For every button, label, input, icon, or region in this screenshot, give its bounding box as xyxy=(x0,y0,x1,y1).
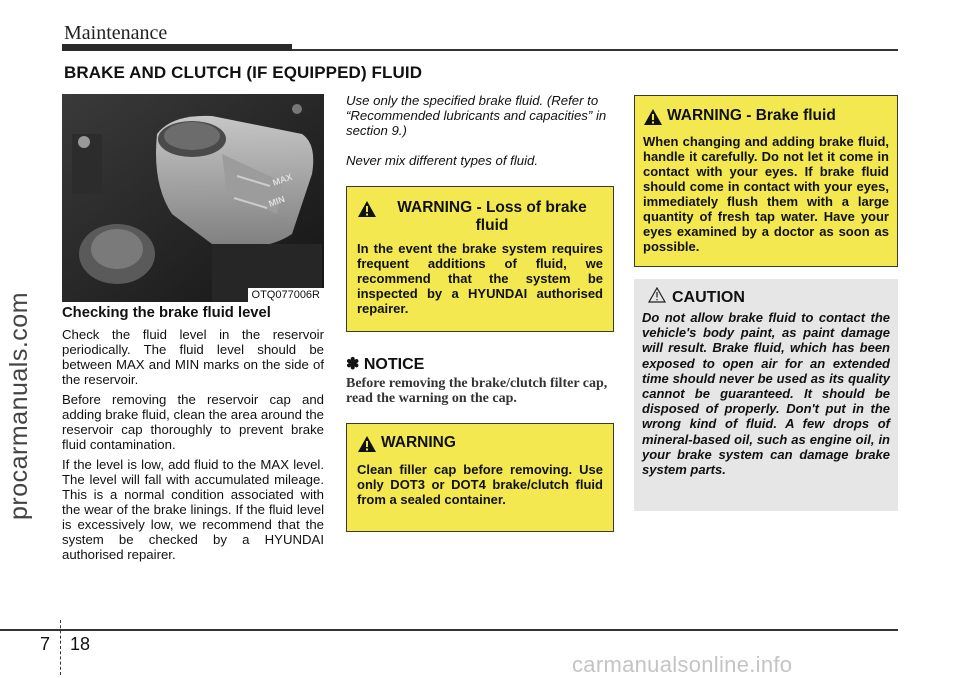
header-title: Maintenance xyxy=(64,22,168,44)
caution-title xyxy=(642,287,890,308)
caution-body: Do not allow brake fluid to contact the vehicle's body paint, as paint damage will result. Brake fluid, which has been exposed to open air for an extended time should never be used as its quality cannot be guaranteed. It should be disposed of properly. Don't put in the wrong kind of fluid. A few drops of mineral-based oil, such as engine oil, in your brake system can damage brake system parts. xyxy=(642,310,890,478)
caution-triangle-icon xyxy=(648,287,666,308)
warning-label: WARNING - xyxy=(667,107,756,124)
paragraph: If the level is low, add fluid to the MAX level. The level will fall with accumulated mileage. This is a normal condition associated with the wear of the brake linings. If the fluid level is excessively low, we recommend that the system be checked by a HYUNDAI authorised repairer. xyxy=(62,457,324,562)
reservoir-illustration xyxy=(62,94,324,302)
caution-label: CAUTION xyxy=(672,288,745,306)
footer-divider xyxy=(60,620,61,675)
warning-title xyxy=(357,434,603,458)
notice-title xyxy=(346,354,424,374)
warning-label: WARNING xyxy=(381,434,456,451)
paragraph: Never mix different types of fluid. xyxy=(346,153,539,168)
warning-filler-cap xyxy=(346,423,614,532)
min-mark: MIN xyxy=(267,193,287,209)
warning-subject: Brake fluid xyxy=(755,107,836,124)
reservoir-photo xyxy=(62,94,324,302)
warning-loss-of-fluid xyxy=(346,186,614,332)
fluid-spec-intro xyxy=(346,93,614,183)
paragraph: Before removing the reservoir cap and adding brake fluid, clean the area around the reservoir cap thoroughly to prevent brake fluid contamination. xyxy=(62,392,324,452)
max-mark: MAX xyxy=(271,171,294,188)
section-number: 7 xyxy=(40,634,51,654)
warning-body: In the event the brake system requires frequent additions of fluid, we recommend that the system be inspected by a HYUNDAI authorised repairer. xyxy=(357,241,603,316)
warning-triangle-icon xyxy=(643,108,663,131)
notice-label: NOTICE xyxy=(363,356,425,373)
header-bar xyxy=(62,44,292,51)
warning-triangle-icon xyxy=(357,200,377,223)
footer-rule xyxy=(0,629,898,631)
warning-body: Clean filler cap before removing. Use only DOT3 or DOT4 brake/clutch fluid from a sealed container. xyxy=(357,462,603,507)
warning-title xyxy=(357,199,603,235)
fluid-level-section xyxy=(62,306,324,567)
warning-brake-fluid xyxy=(634,95,898,267)
warning-triangle-icon xyxy=(357,435,377,458)
notice-icon: ✽ xyxy=(346,356,360,373)
notice-body: Before removing the brake/clutch filter cap, read the warning on the cap. xyxy=(346,376,608,406)
photo-code: OTQ077006R xyxy=(248,288,324,302)
footer-watermark: carmanualsonline.info xyxy=(572,652,793,677)
warning-label: WARNING - xyxy=(397,199,486,216)
header-rule xyxy=(292,49,898,51)
warning-subject: Loss of brake fluid xyxy=(475,199,587,234)
caution-box xyxy=(634,279,898,511)
side-watermark: procarmanuals.com xyxy=(5,291,33,520)
paragraph: Check the fluid level in the reservoir periodically. The fluid level should be between MAX and MIN marks on the side of the reservoir. xyxy=(62,327,324,387)
warning-body: When changing and adding brake fluid, handle it carefully. Do not let it come in contact with your eyes. If brake fluid should come in contact with your eyes, immediately flush them with a large quantity of fresh tap water. Have your eyes examined by a doctor as soon as possible. xyxy=(643,134,889,254)
paragraph: Use only the specified brake fluid. (Refer to “Recommended lubricants and capacities” in section 9.) xyxy=(346,93,607,138)
page-number: 18 xyxy=(70,634,91,654)
warning-title xyxy=(643,107,889,131)
section-title: BRAKE AND CLUTCH (IF EQUIPPED) FLUID xyxy=(64,63,423,82)
fluid-level-heading: Checking the brake fluid level xyxy=(62,305,271,321)
